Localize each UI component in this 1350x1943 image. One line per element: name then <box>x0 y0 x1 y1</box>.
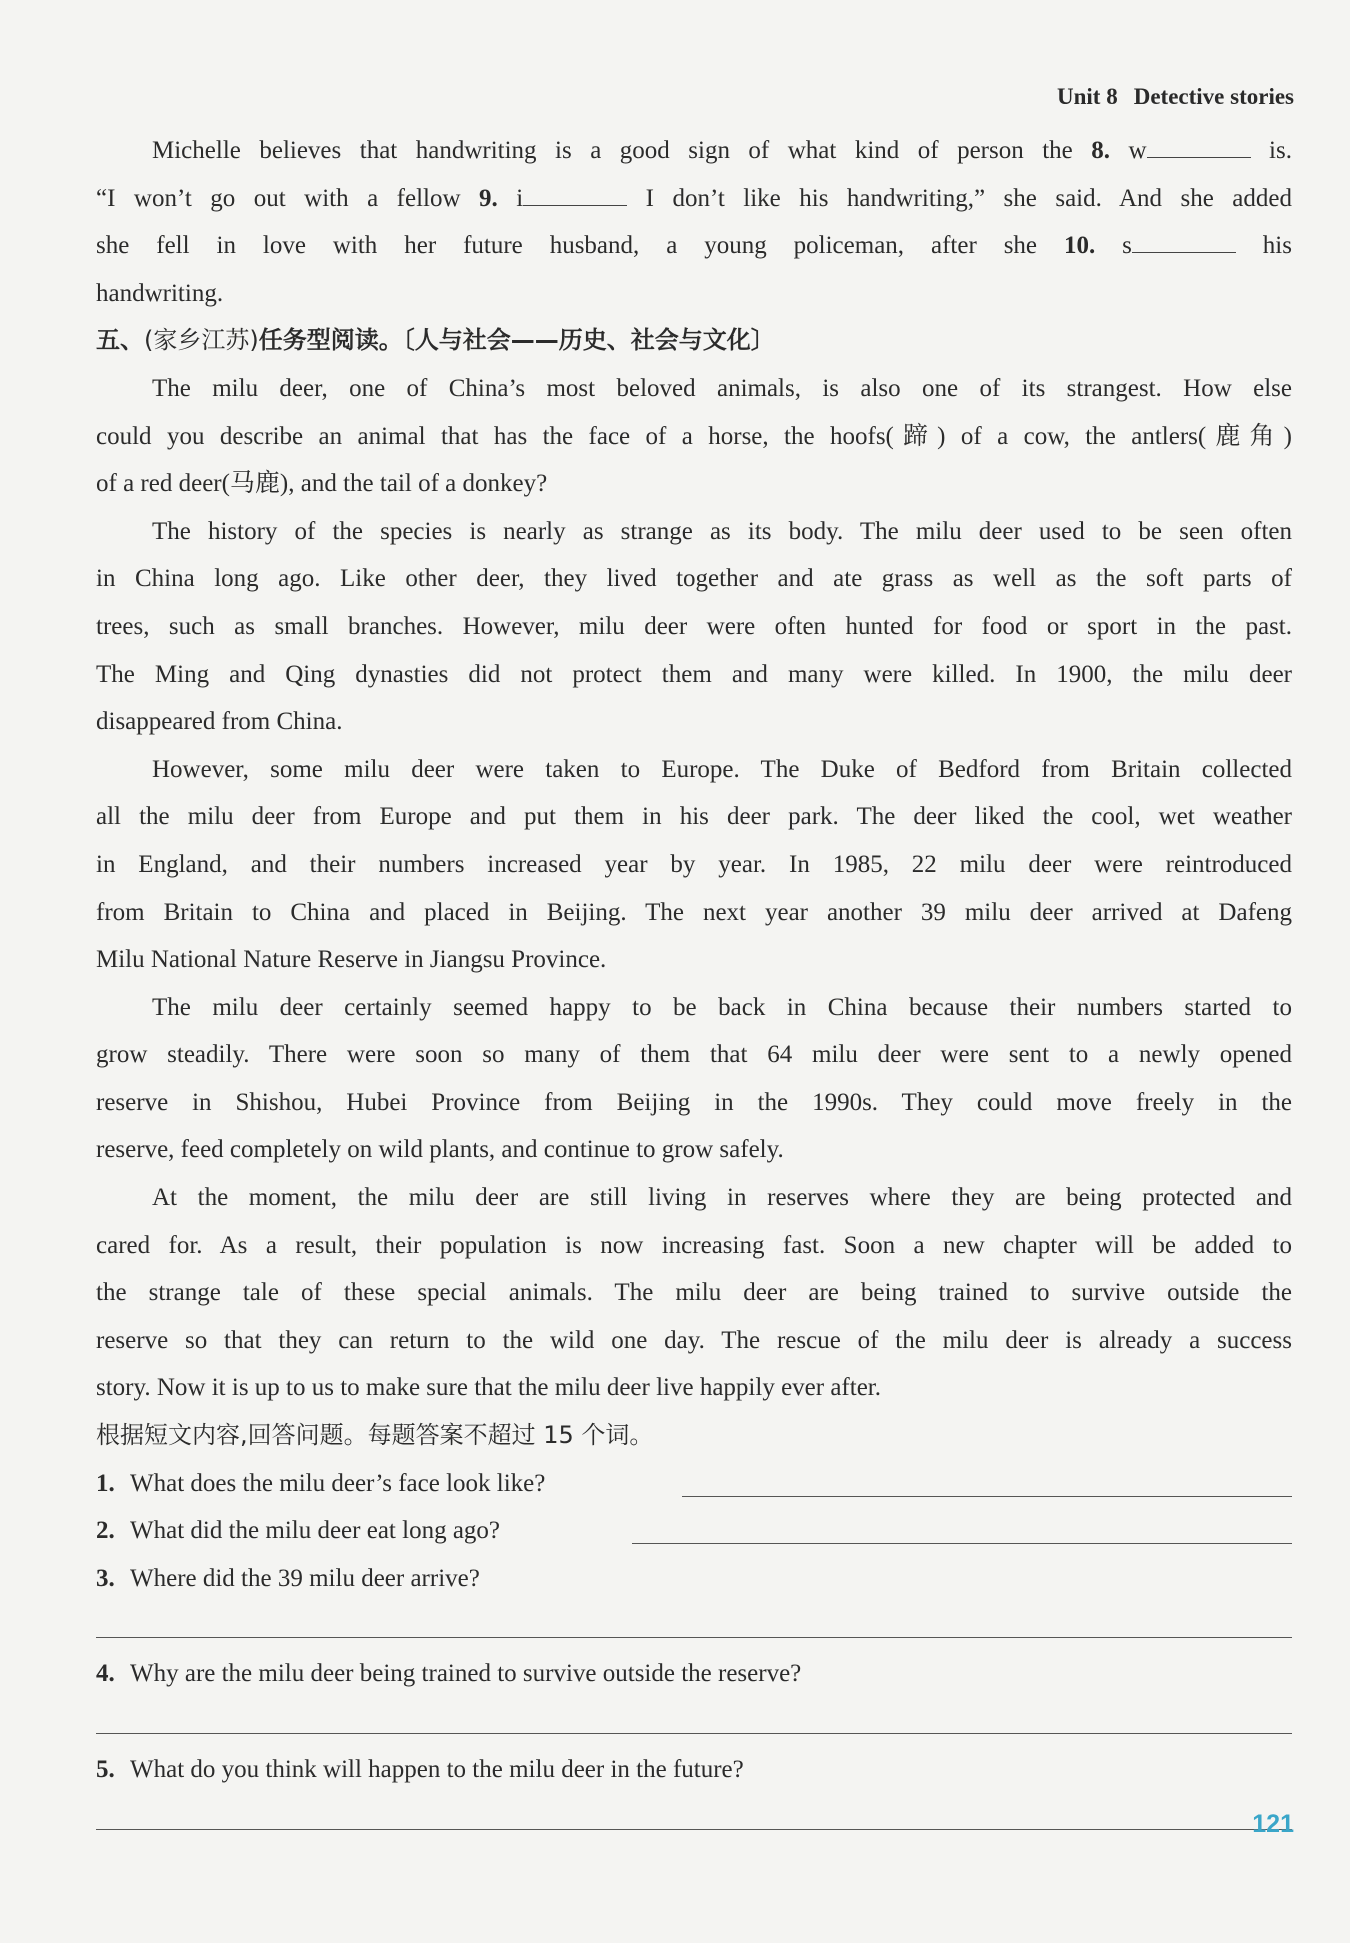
section-heading <box>96 317 1292 365</box>
section-number: 五、 <box>96 326 144 355</box>
paragraph-2 <box>96 508 1292 746</box>
text-line: However, some milu deer were taken to Europe. The Duke of Bedford from Britain collected <box>152 755 1292 783</box>
cloze-text: Michelle believes that handwriting is a good sign of what kind of person the <box>152 137 1092 164</box>
question-5 <box>96 1746 1292 1794</box>
text-line: reserve, feed completely on wild plants, and continue to grow safely. <box>96 1136 784 1164</box>
cloze-text: she fell in love with her future husband, a young policeman, after she <box>96 232 1064 260</box>
answer-line-5[interactable] <box>96 1829 1292 1830</box>
paragraph-5 <box>96 1174 1292 1412</box>
text-line: in England, and their numbers increased year by year. In 1985, 22 milu deer were reintroduced <box>96 850 1292 878</box>
text-line: reserve in Shishou, Hubei Province from Beijing in the 1990s. They could move freely in the <box>96 1088 1292 1116</box>
page-number: 121 <box>1252 1810 1294 1838</box>
answer-line-2[interactable] <box>632 1543 1292 1544</box>
cloze-text: “I won’t go out with a fellow <box>96 184 480 212</box>
question-text: What did the milu deer eat long ago? <box>130 1517 501 1545</box>
cloze-text: his <box>1235 232 1292 260</box>
section-source: (家乡江苏) <box>144 326 259 355</box>
text-line: The milu deer, one of China’s most beloved animals, is also one of its strangest. How else <box>152 374 1292 402</box>
cloze-text: I don’t like his handwriting,” she said. And she added <box>627 184 1292 212</box>
text-line: story. Now it is up to us to make sure that the milu deer live happily ever after. <box>96 1374 881 1402</box>
text-line: trees, such as small branches. However, milu deer were often hunted for food or sport in the past. <box>96 612 1292 640</box>
page-content <box>96 127 1292 1830</box>
question-number: 4. <box>96 1660 115 1688</box>
answer-blank-8[interactable] <box>1147 137 1251 158</box>
text-line: Milu National Nature Reserve in Jiangsu Province. <box>96 946 607 974</box>
question-text: What does the milu deer’s face look like? <box>130 1469 546 1497</box>
cloze-line-4: handwriting. <box>96 279 224 307</box>
question-3 <box>96 1555 1292 1603</box>
text-line: all the milu deer from Europe and put them in his deer park. The deer liked the cool, wet weather <box>96 803 1292 831</box>
blank-hint-letter: s <box>1095 232 1132 260</box>
cloze-line-3 <box>96 222 1292 270</box>
question-text: Where did the 39 milu deer arrive? <box>130 1564 480 1592</box>
text-line: could you describe an animal that has the face of a horse, the hoofs(蹄) of a cow, the antlers(鹿角) <box>96 422 1292 450</box>
answer-line-1[interactable] <box>682 1496 1292 1497</box>
blank-number-9: 9. <box>479 184 498 212</box>
question-1 <box>96 1460 1292 1508</box>
question-number: 1. <box>96 1469 115 1497</box>
unit-label: Unit 8 <box>1057 84 1118 109</box>
text-line: disappeared from China. <box>96 708 343 736</box>
question-4 <box>96 1650 1292 1698</box>
cloze-text: is. <box>1250 137 1292 164</box>
section-title: 任务型阅读。 <box>258 326 403 355</box>
text-line: At the moment, the milu deer are still living in reserves where they are being protected and <box>152 1184 1292 1212</box>
text-line: the strange tale of these special animals. The milu deer are being trained to survive outside the <box>96 1279 1292 1307</box>
text-line: grow steadily. There were soon so many of them that 64 milu deer were sent to a newly opened <box>96 1041 1292 1069</box>
blank-hint-letter: i <box>497 184 524 212</box>
blank-number-8: 8. <box>1091 137 1111 164</box>
cloze-line-2 <box>96 175 1292 223</box>
paragraph-1 <box>96 365 1292 508</box>
unit-topic: Detective stories <box>1133 84 1294 109</box>
question-2 <box>96 1507 1292 1555</box>
paragraph-4 <box>96 984 1292 1174</box>
text-line: The history of the species is nearly as strange as its body. The milu deer used to be seen often <box>152 517 1292 545</box>
section-category: 〔人与社会——历史、社会与文化〕 <box>402 326 775 355</box>
question-number: 3. <box>96 1564 115 1592</box>
text-line: The milu deer certainly seemed happy to be back in China because their numbers started to <box>152 993 1292 1021</box>
text-line: cared for. As a result, their population is now increasing fast. Soon a new chapter will be added to <box>96 1231 1292 1259</box>
paragraph-3 <box>96 746 1292 984</box>
question-instruction: 根据短文内容,回答问题。每题答案不超过 15 个词。 <box>96 1421 654 1450</box>
text-line: from Britain to China and placed in Beijing. The next year another 39 milu deer arrived at Dafeng <box>96 898 1292 926</box>
cloze-line-1 <box>96 127 1292 175</box>
text-line: The Ming and Qing dynasties did not protect them and many were killed. In 1900, the milu deer <box>96 660 1292 688</box>
question-text: Why are the milu deer being trained to survive outside the reserve? <box>130 1660 802 1688</box>
answer-blank-10[interactable] <box>1132 232 1236 253</box>
question-number: 2. <box>96 1517 115 1545</box>
text-line: of a red deer(马鹿), and the tail of a donkey? <box>96 470 548 498</box>
blank-number-10: 10. <box>1063 232 1096 260</box>
running-header <box>1057 84 1294 110</box>
answer-blank-9[interactable] <box>523 185 627 206</box>
text-line: reserve so that they can return to the wild one day. The rescue of the milu deer is already a success <box>96 1326 1292 1354</box>
text-line: in China long ago. Like other deer, they lived together and ate grass as well as the soft parts of <box>96 565 1292 593</box>
blank-hint-letter: w <box>1110 137 1147 164</box>
question-text: What do you think will happen to the milu deer in the future? <box>130 1756 744 1783</box>
question-number: 5. <box>96 1756 115 1783</box>
